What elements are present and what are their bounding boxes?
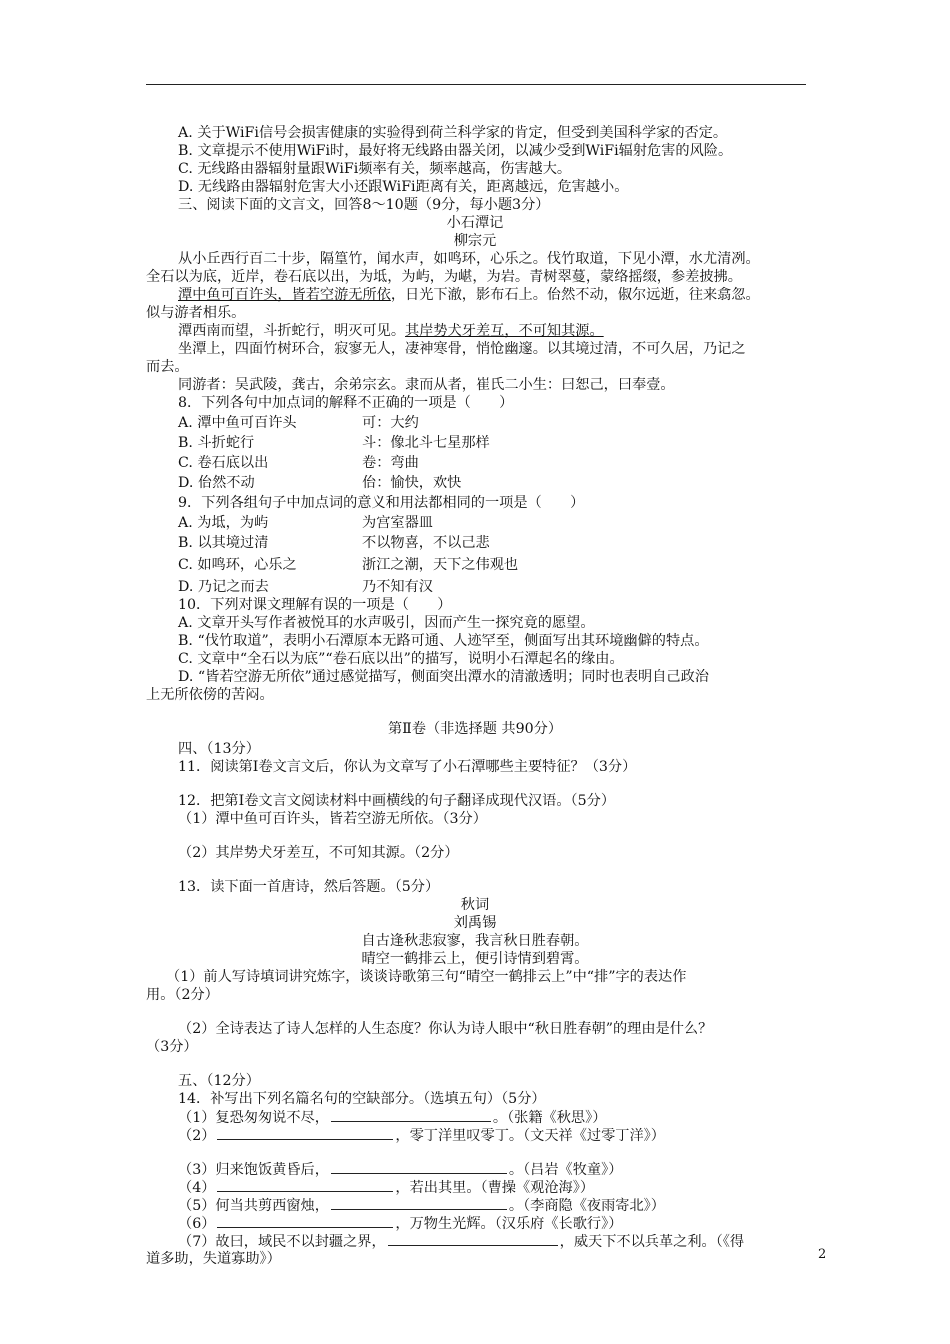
q9-option-c: C. 如鸣环，心乐之 (178, 557, 297, 573)
q8-option-b-gloss: 斗：像北斗七星那样 (362, 435, 490, 451)
question-12: 12．把第Ⅰ卷文言文阅读材料中画横线的句子翻译成现代汉语。（5分） (178, 793, 616, 809)
option-c: C. 无线路由器辐射量跟WiFi频率有关，频率越高，伤害越大。 (178, 161, 572, 177)
q8-option-d-gloss: 佁：愉快，欢快 (362, 475, 462, 491)
passage-para-5: 同游者：吴武陵，龚古，余弟宗玄。隶而从者，崔氏二小生：曰恕己，曰奉壹。 (178, 377, 675, 393)
q10-option-d: D. “皆若空游无所依”通过感觉描写，侧面突出潭水的清澈透明；同时也表明自己政治 (178, 669, 709, 685)
question-13-1: （1）前人写诗填词讲究炼字，谈谈诗歌第三句“晴空一鹤排云上”中“排”字的表达作 (166, 969, 687, 985)
section-4-heading: 四、（13分） (178, 741, 260, 757)
question-12-1: （1）潭中鱼可百许头，皆若空游无所依。（3分） (178, 811, 487, 827)
passage-para-4-cont: 而去。 (146, 359, 189, 375)
underlined-sentence-2: 其岸势犬牙差互，不可知其源。 (405, 323, 604, 339)
fill-blank-7[interactable] (388, 1232, 558, 1246)
question-13-1-cont: 用。（2分） (146, 987, 219, 1003)
q9-option-b-pair: 不以物喜，不以己悲 (362, 535, 490, 551)
fill-blank-4[interactable] (217, 1178, 393, 1192)
q8-option-c-gloss: 卷：弯曲 (362, 455, 419, 471)
q8-option-a-gloss: 可：大约 (362, 415, 419, 431)
fill-item-7: （7）故曰，域民不以封疆之界， ，威天下不以兵革之利。（《得 (178, 1234, 745, 1250)
poem-author: 刘禹锡 (453, 915, 497, 931)
underlined-sentence-1: 潭中鱼可百许头，皆若空游无所依 (178, 287, 391, 303)
question-9: 9．下列各组句子中加点词的意义和用法都相同的一项是（ ） (178, 495, 585, 511)
section-5-heading: 五、（12分） (178, 1073, 260, 1089)
q10-option-c: C. 文章中“全石以为底”“卷石底以出”的描写，说明小石潭起名的缘由。 (178, 651, 624, 667)
poem-line-1: 自古逢秋悲寂寥，我言秋日胜春朝。 (361, 933, 589, 949)
fill-item-6: （6） ，万物生光辉。（汉乐府《长歌行》） (178, 1216, 623, 1232)
page-number: 2 (818, 1247, 827, 1262)
q9-option-d: D. 乃记之而去 (178, 579, 269, 595)
passage-para-1: 从小丘西行百二十步，隔篁竹，闻水声，如鸣环，心乐之。伐竹取道，下见小潭，水尤清冽。 (178, 251, 760, 267)
passage-para-4: 坐潭上，四面竹树环合，寂寥无人，凄神寒骨，悄怆幽邃。以其境过清，不可久居，乃记之 (178, 341, 746, 357)
section-3-heading: 三、阅读下面的文言文，回答8～10题（9分，每小题3分） (178, 197, 550, 213)
fill-blank-3[interactable] (331, 1160, 507, 1174)
poem-line-2: 晴空一鹤排云上，便引诗情到碧霄。 (361, 951, 589, 967)
passage-para-1-cont: 全石以为底，近岸，卷石底以出，为坻，为屿，为嵁，为岩。青树翠蔓，蒙络摇缀，参差披拂。 (146, 269, 742, 285)
header-rule (146, 84, 806, 85)
q8-option-a: A. 潭中鱼可百许头 (178, 415, 297, 431)
question-13-2-cont: （3分） (146, 1039, 198, 1055)
q9-option-a-pair: 为宫室器皿 (362, 515, 433, 531)
fill-blank-5[interactable] (331, 1196, 507, 1210)
fill-item-5: （5）何当共剪西窗烛， 。（李商隐《夜雨寄北》） (178, 1198, 665, 1214)
part-2-heading: 第Ⅱ卷（非选择题 共90分） (387, 721, 563, 737)
q8-option-c: C. 卷石底以出 (178, 455, 269, 471)
passage-author: 柳宗元 (453, 233, 497, 249)
passage-para-2-cont: 似与游者相乐。 (146, 305, 246, 321)
question-14: 14．补写出下列名篇名句的空缺部分。（选填五句）（5分） (178, 1091, 546, 1107)
fill-item-4: （4） ，若出其里。（曹操《观沧海》） (178, 1180, 595, 1196)
q10-option-b: B. “伐竹取道”，表明小石潭原本无路可通、人迹罕至，侧面写出其环境幽僻的特点。 (178, 633, 709, 649)
fill-item-7-cont: 道多助，失道寡助》） (146, 1251, 281, 1267)
q9-option-b: B. 以其境过清 (178, 535, 269, 551)
option-a: A. 关于WiFi信号会损害健康的实验得到荷兰科学家的肯定，但受到美国科学家的否定。 (178, 125, 728, 141)
question-12-2: （2）其岸势犬牙差互，不可知其源。（2分） (178, 845, 459, 861)
option-b: B. 文章提示不使用WiFi时，最好将无线路由器关闭，以减少受到WiFi辐射危害的风险。 (178, 143, 733, 159)
question-11: 11．阅读第Ⅰ卷文言文后，你认为文章写了小石潭哪些主要特征？（3分） (178, 759, 637, 775)
fill-item-3: （3）归来饱饭黄昏后， 。（吕岩《牧童》） (178, 1162, 623, 1178)
question-10: 10．下列对课文理解有误的一项是（ ） (178, 597, 452, 613)
question-13-2: （2）全诗表达了诗人怎样的人生态度？你认为诗人眼中“秋日胜春朝”的理由是什么？ (178, 1021, 713, 1037)
question-13: 13．读下面一首唐诗，然后答题。（5分） (178, 879, 440, 895)
q10-option-d-cont: 上无所依傍的苦闷。 (146, 687, 274, 703)
fill-item-2: （2） ，零丁洋里叹零丁。（文天祥《过零丁洋》） (178, 1128, 665, 1144)
fill-blank-2[interactable] (217, 1126, 393, 1140)
fill-item-1: （1）复恐匆匆说不尽， 。（张籍《秋思》） (178, 1110, 607, 1126)
option-d: D. 无线路由器辐射危害大小还跟WiFi距离有关，距离越远，危害越小。 (178, 179, 629, 195)
q10-option-a: A. 文章开头写作者被悦耳的水声吸引，因而产生一探究竟的愿望。 (178, 615, 595, 631)
q8-option-b: B. 斗折蛇行 (178, 435, 255, 451)
q9-option-d-pair: 乃不知有汉 (362, 579, 433, 595)
question-8: 8．下列各句中加点词的解释不正确的一项是（ ） (178, 395, 514, 411)
q9-option-a: A. 为坻，为屿 (178, 515, 269, 531)
q9-option-c-pair: 浙江之潮，天下之伟观也 (362, 557, 519, 573)
passage-title: 小石潭记 (446, 215, 504, 231)
fill-blank-6[interactable] (217, 1214, 393, 1228)
q8-option-d: D. 佁然不动 (178, 475, 255, 491)
poem-title: 秋词 (460, 897, 490, 913)
passage-para-3: 潭西南而望，斗折蛇行，明灭可见。其岸势犬牙差互，不可知其源。 (178, 323, 604, 339)
passage-para-2: 潭中鱼可百许头，皆若空游无所依，日光下澈，影布石上。佁然不动，俶尔远逝，往来翕忽。 (178, 287, 760, 303)
fill-blank-1[interactable] (331, 1108, 491, 1122)
